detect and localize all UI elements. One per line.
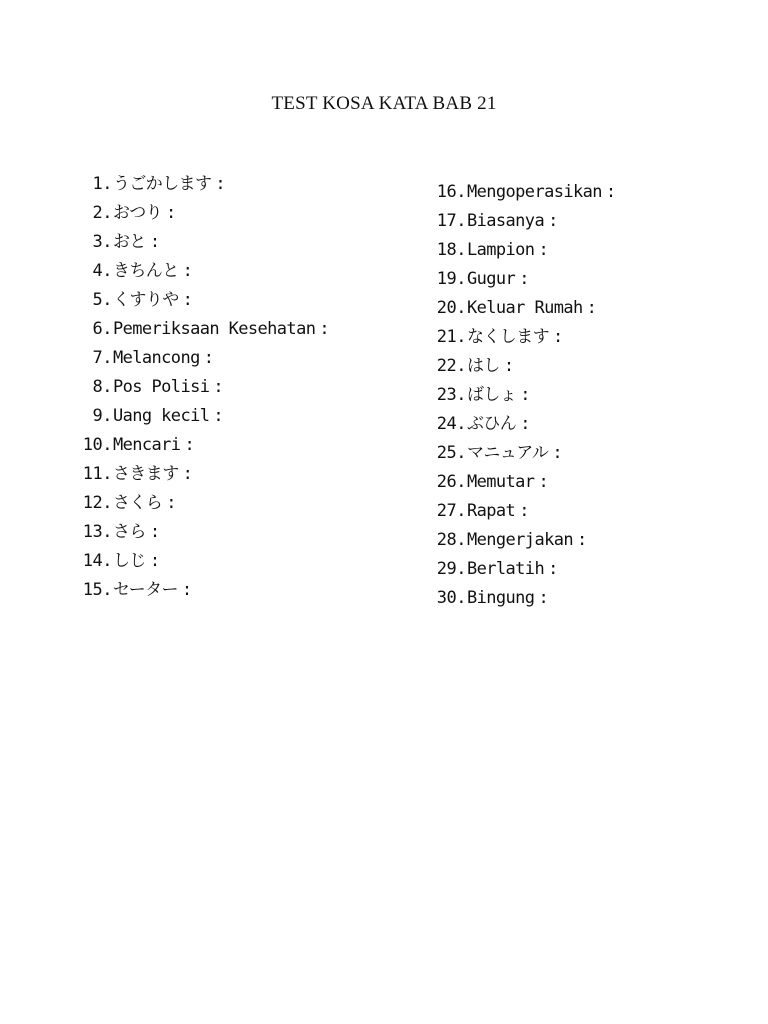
vocabulary-item	[76, 431, 330, 460]
item-term: うごかします	[113, 174, 212, 194]
item-number: 23.	[436, 385, 466, 405]
item-colon: :	[149, 522, 161, 542]
vocabulary-item	[430, 497, 616, 526]
item-colon: :	[213, 406, 224, 426]
item-term: Pos Polisi	[113, 377, 210, 397]
item-colon: :	[149, 232, 161, 252]
item-colon: :	[166, 203, 177, 223]
vocabulary-item	[430, 352, 616, 381]
vocabulary-item	[76, 257, 330, 286]
item-number: 25.	[436, 443, 466, 463]
item-number: 22.	[436, 356, 466, 376]
item-colon: :	[538, 472, 549, 492]
item-term: マニュアル	[467, 443, 549, 463]
item-term: Gugur	[467, 269, 516, 289]
item-number: 7.	[92, 348, 112, 368]
vocabulary-item	[430, 410, 616, 439]
item-colon: :	[553, 327, 564, 347]
item-colon: :	[548, 211, 559, 231]
item-colon: :	[576, 530, 588, 550]
item-number: 11.	[82, 464, 112, 484]
item-colon: :	[166, 493, 177, 513]
vocabulary-item	[430, 381, 616, 410]
item-colon: :	[605, 182, 617, 202]
item-colon: :	[184, 435, 195, 455]
item-term: Melancong	[113, 348, 200, 368]
vocabulary-item	[430, 178, 616, 207]
item-number: 5.	[92, 290, 112, 310]
item-term: Berlatih	[467, 559, 545, 579]
item-colon: :	[203, 348, 214, 368]
item-term: しじ	[113, 551, 146, 571]
item-term: はし	[467, 356, 500, 376]
item-term: さくら	[113, 493, 163, 513]
item-term: Rapat	[467, 501, 516, 521]
vocabulary-item	[430, 526, 616, 555]
item-number: 21.	[436, 327, 466, 347]
vocabulary-item	[76, 199, 330, 228]
vocabulary-item	[76, 402, 330, 431]
item-number: 6.	[92, 319, 112, 339]
item-number: 28.	[436, 530, 466, 550]
item-number: 17.	[436, 211, 466, 231]
vocabulary-item	[430, 294, 616, 323]
vocabulary-item	[76, 170, 330, 199]
item-number: 29.	[436, 559, 466, 579]
item-number: 26.	[436, 472, 466, 492]
item-colon: :	[519, 269, 530, 289]
vocabulary-item	[430, 265, 616, 294]
vocabulary-item	[76, 547, 330, 576]
vocabulary-list-left	[76, 170, 330, 605]
item-number: 4.	[92, 261, 112, 281]
item-term: セーター	[113, 580, 178, 600]
item-term: おつり	[113, 203, 163, 223]
item-colon: :	[520, 414, 531, 434]
item-colon: :	[538, 588, 549, 608]
item-colon: :	[213, 377, 224, 397]
vocabulary-item	[430, 236, 616, 265]
item-number: 20.	[436, 298, 466, 318]
item-number: 9.	[92, 406, 112, 426]
item-number: 24.	[436, 414, 466, 434]
item-term: Lampion	[467, 240, 535, 260]
item-term: おと	[113, 232, 146, 252]
item-colon: :	[149, 551, 161, 571]
vocabulary-item	[76, 460, 330, 489]
item-colon: :	[319, 319, 330, 339]
item-term: なくします	[467, 327, 549, 347]
item-colon: :	[586, 298, 597, 318]
item-term: Mengerjakan	[467, 530, 573, 550]
item-colon: :	[519, 501, 530, 521]
vocabulary-item	[76, 315, 330, 344]
item-term: Bingung	[467, 588, 535, 608]
item-number: 12.	[82, 493, 112, 513]
vocabulary-item	[76, 373, 330, 402]
item-number: 3.	[92, 232, 112, 252]
vocabulary-item	[430, 468, 616, 497]
vocabulary-item	[76, 518, 330, 547]
item-term: ばしょ	[467, 385, 517, 405]
item-colon: :	[548, 559, 559, 579]
item-colon: :	[552, 443, 563, 463]
item-colon: :	[182, 464, 193, 484]
item-term: ぶひん	[467, 414, 517, 434]
item-term: きちんと	[113, 261, 179, 281]
item-term: くすりや	[113, 290, 179, 310]
item-number: 2.	[92, 203, 112, 223]
item-number: 18.	[436, 240, 466, 260]
document-title: TEST KOSA KATA BAB 21	[271, 93, 497, 114]
item-colon: :	[503, 356, 515, 376]
item-term: Biasanya	[467, 211, 545, 231]
item-number: 13.	[82, 522, 112, 542]
vocabulary-item	[430, 323, 616, 352]
item-number: 16.	[436, 182, 466, 202]
vocabulary-item	[76, 286, 330, 315]
vocabulary-item	[430, 584, 616, 613]
vocabulary-item	[430, 555, 616, 584]
item-colon: :	[182, 290, 193, 310]
item-number: 14.	[82, 551, 112, 571]
item-term: Mencari	[113, 435, 181, 455]
item-term: Keluar Rumah	[467, 298, 583, 318]
vocabulary-item	[76, 228, 330, 257]
vocabulary-item	[76, 344, 330, 373]
item-term: Uang kecil	[113, 406, 210, 426]
item-colon: :	[215, 174, 226, 194]
item-colon: :	[520, 385, 531, 405]
item-term: Memutar	[467, 472, 535, 492]
item-number: 27.	[436, 501, 466, 521]
item-term: Mengoperasikan	[467, 182, 602, 202]
vocabulary-item	[430, 207, 616, 236]
item-number: 10.	[82, 435, 112, 455]
item-number: 1.	[92, 174, 112, 194]
item-term: Pemeriksaan Kesehatan	[113, 319, 316, 339]
item-number: 15.	[82, 580, 112, 600]
vocabulary-item	[76, 489, 330, 518]
item-colon: :	[181, 580, 193, 600]
item-colon: :	[182, 261, 193, 281]
vocabulary-item	[76, 576, 330, 605]
vocabulary-list-right	[430, 178, 616, 613]
vocabulary-item	[430, 439, 616, 468]
item-number: 19.	[436, 269, 466, 289]
item-number: 8.	[92, 377, 112, 397]
item-term: さきます	[113, 464, 179, 484]
item-colon: :	[538, 240, 549, 260]
item-number: 30.	[436, 588, 466, 608]
item-term: さら	[113, 522, 146, 542]
